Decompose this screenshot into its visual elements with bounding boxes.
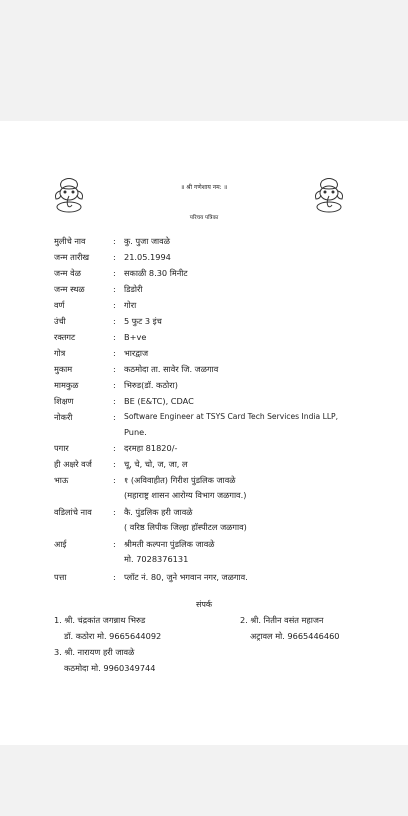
- detail-label: जन्म वेळ: [54, 268, 81, 278]
- detail-value: गोरा: [124, 300, 137, 310]
- detail-value: भारद्वाज: [124, 348, 149, 358]
- detail-label: जन्म स्थळ: [54, 284, 85, 294]
- detail-label: आई: [54, 539, 67, 549]
- detail-label: ही अक्षरे वर्ज: [54, 459, 92, 469]
- document-header: [0, 121, 408, 231]
- detail-value: B+ve: [124, 332, 147, 342]
- detail-value: प्लॉट नं. 80, जुने भगवान नगर, जळगाव.: [124, 572, 248, 582]
- detail-value-continued: (महाराष्ट्र शासन आरोग्य विभाग जळगाव.): [124, 490, 247, 500]
- detail-value: कै. पुंडलिक हरी जावळे: [124, 507, 193, 517]
- contact-1-phone: डॉ. कठोरा मो. 9665644092: [64, 631, 162, 641]
- detail-label: पगार: [54, 443, 69, 453]
- detail-value: डिडोरी: [124, 284, 143, 294]
- detail-value: भिरुड(डॉ. कठोरा): [124, 380, 178, 390]
- detail-value: दरमहा 81820/-: [124, 443, 178, 453]
- contact-3-name: 3. श्री. नारायण हरी जावळे: [54, 647, 135, 657]
- contact-3-phone: कठमोदा मो. 9960349744: [64, 663, 156, 673]
- document-subtitle: परिचय पत्रिका: [189, 215, 219, 221]
- detail-value: श्रीमती कल्पना पुंडलिक जावळे: [124, 539, 215, 549]
- detail-value-continued: मो. 7028376131: [124, 554, 189, 564]
- detail-label: नोकरी: [54, 412, 73, 422]
- detail-label: मुकाम: [54, 364, 73, 374]
- detail-label: जन्म तारीख: [54, 252, 90, 262]
- detail-value: चू, चे, चो, ज, जा, ल: [124, 459, 188, 469]
- detail-value: कठमोदा ता. सावेर जि. जळगाव: [124, 364, 219, 374]
- detail-value: कु. पुजा जावळे: [124, 236, 170, 246]
- detail-label: गोत्र: [54, 348, 66, 358]
- detail-label: उंची: [54, 316, 66, 326]
- detail-label: मामकुळ: [54, 380, 79, 390]
- detail-label: रक्तगट: [54, 332, 76, 342]
- detail-label: मुलीचे नाव: [54, 236, 86, 246]
- contact-1-name: 1. श्री. चंद्रकांत जगन्नाथ भिरुड: [54, 615, 146, 625]
- detail-value: 21.05.1994: [124, 252, 171, 262]
- detail-label: भाऊ: [54, 475, 69, 485]
- detail-label: शिक्षण: [54, 396, 74, 406]
- contact-2-phone: अट्रावल मो. 9665446460: [250, 631, 340, 641]
- detail-label: पत्ता: [54, 572, 67, 582]
- detail-label: वर्ण: [54, 300, 65, 310]
- detail-value-continued: Pune.: [124, 427, 147, 437]
- detail-value: Software Engineer at TSYS Card Tech Services India LLP,: [124, 412, 339, 421]
- contacts-heading: संपर्क: [195, 600, 213, 609]
- detail-value: सकाळी 8.30 मिनीट: [124, 268, 188, 278]
- detail-value: १ (अविवाहीत) गिरीश पुंडलिक जावळे: [124, 475, 236, 485]
- detail-value: 5 फुट 3 इंच: [124, 316, 162, 326]
- detail-value: BE (E&TC), CDAC: [124, 396, 194, 406]
- contact-2-name: 2. श्री. नितीन वसंत महाजन: [240, 615, 324, 625]
- blessing-text: ॥ श्री गणेशाय नम: ॥: [180, 184, 228, 191]
- detail-label: वडिलांचे नाव: [54, 507, 92, 517]
- document-page: ॥ श्री गणेशाय नम: ॥ परिचय पत्रिका मुलीचे नाव : कु. पुजा जावळे जन्म तारीख : 21.05.1994 जन्म वेळ : सकाळी 8.30 मिनीट जन्म स्थळ : डिडोरी वर्ण : गोरा उंची : 5 फुट 3 इंच रक्तगट : B+ve गोत्र : भारद्वाज मुकाम : कठमोदा ता. सावेर जि. जळगाव मामकुळ : भिरुड(डॉ. कठोरा) शिक्षण : BE (E&TC), CDAC नोकरी : Software Engineer at TSYS Card Tech Services India LLP, Pune. पगार : दरमहा 81820/- ही अक्षरे वर्ज : चू, चे, चो, ज, जा, ल भाऊ : १ (अविवाहीत) गिरीश पुंडलिक जावळे (महाराष्ट्र शासन आरोग्य विभाग जळगाव.) वडिलांचे नाव : कै. पुंडलिक हरी जावळे ( वरिष्ठ लिपीक जिल्हा हॉस्पीटल जळगाव) आई : श्रीमती कल्पना पुंडलिक जावळे मो. 7028376131 पत्ता : प्लॉट नं. 80, जुने भगवान नगर, जळगाव. संपर्क 1. श्री. चंद्रकांत जगन्नाथ भिरुड डॉ. कठोरा मो. 9665644092 2. श्री. नितीन वसंत महाजन अट्रावल मो. 9665446460 3. श्री. नारायण हरी जावळे कठमोदा मो. 9960349744: [0, 121, 408, 745]
- detail-value-continued: ( वरिष्ठ लिपीक जिल्हा हॉस्पीटल जळगाव): [124, 522, 247, 532]
